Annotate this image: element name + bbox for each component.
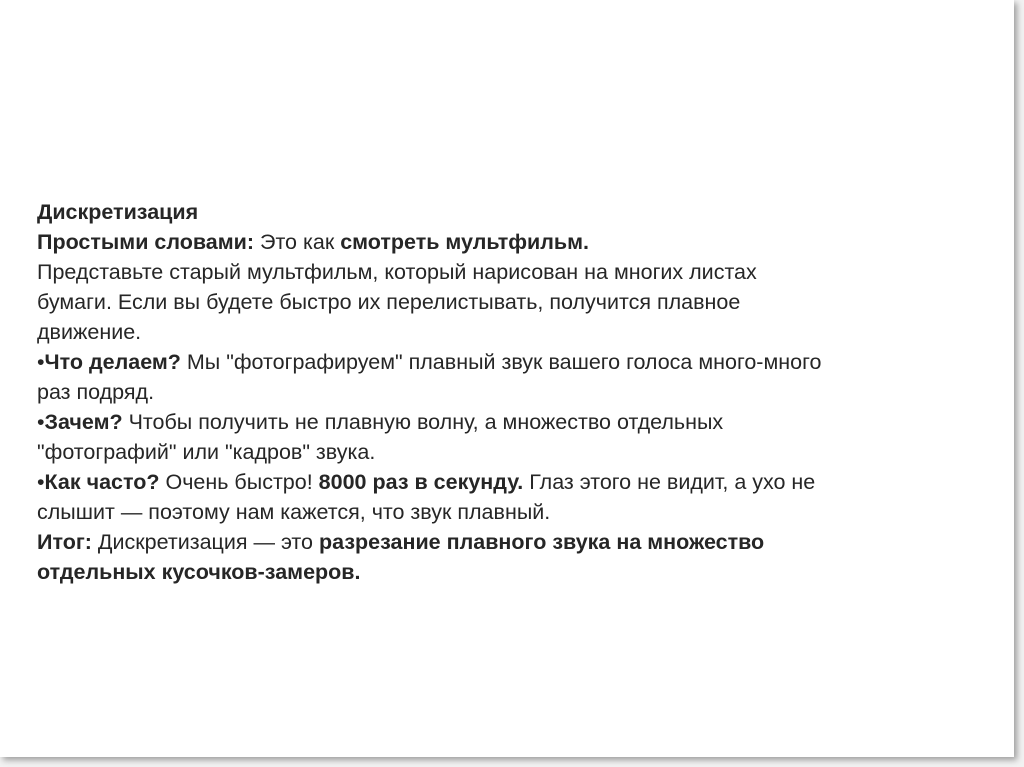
bullet-how-often-text: Очень быстро! [159, 470, 319, 494]
bullet-how-often-text-2: Глаз этого не видит, а ухо не [523, 470, 816, 494]
summary-line [37, 527, 997, 557]
slide-content [37, 197, 997, 587]
paragraph-line-1: Представьте старый мультфильм, который нарисован на многих листах [37, 260, 757, 284]
bullet-why-continuation: "фотографий" или "кадров" звука. [37, 440, 376, 464]
bullet-what-marker: • [37, 350, 45, 374]
bullet-why [37, 407, 997, 437]
intro-label: Простыми словами: [37, 230, 255, 254]
intro-line [37, 227, 997, 257]
bullet-why-text: Чтобы получить не плавную волну, а множество отдельных [122, 410, 724, 434]
intro-emphasis: смотреть мультфильм. [340, 230, 590, 254]
bullet-why-label: Зачем? [44, 410, 123, 434]
bullet-how-often-emphasis: 8000 раз в секунду. [318, 470, 524, 494]
bullet-how-often-marker: • [37, 470, 45, 494]
summary-continuation: отдельных кусочков-замеров. [37, 560, 361, 584]
bullet-how-often [37, 467, 997, 497]
summary-text: Дискретизация — это [91, 530, 319, 554]
summary-emphasis: разрезание плавного звука на множество [318, 530, 765, 554]
bullet-what-text: Мы "фотографируем" плавный звук вашего голоса много-много [180, 350, 822, 374]
slide-title: Дискретизация [37, 200, 199, 224]
paragraph-line-2: бумаги. Если вы будете быстро их перелистывать, получится плавное [37, 290, 741, 314]
bullet-how-often-label: Как часто? [44, 470, 160, 494]
paragraph-line-3: движение. [37, 320, 142, 344]
bullet-how-often-continuation: слышит — поэтому нам кажется, что звук плавный. [37, 500, 551, 524]
bullet-what-label: Что делаем? [44, 350, 181, 374]
bullet-what [37, 347, 997, 377]
bullet-what-continuation: раз подряд. [37, 380, 155, 404]
bullet-why-marker: • [37, 410, 45, 434]
summary-label: Итог: [37, 530, 92, 554]
intro-text: Это как [254, 230, 341, 254]
